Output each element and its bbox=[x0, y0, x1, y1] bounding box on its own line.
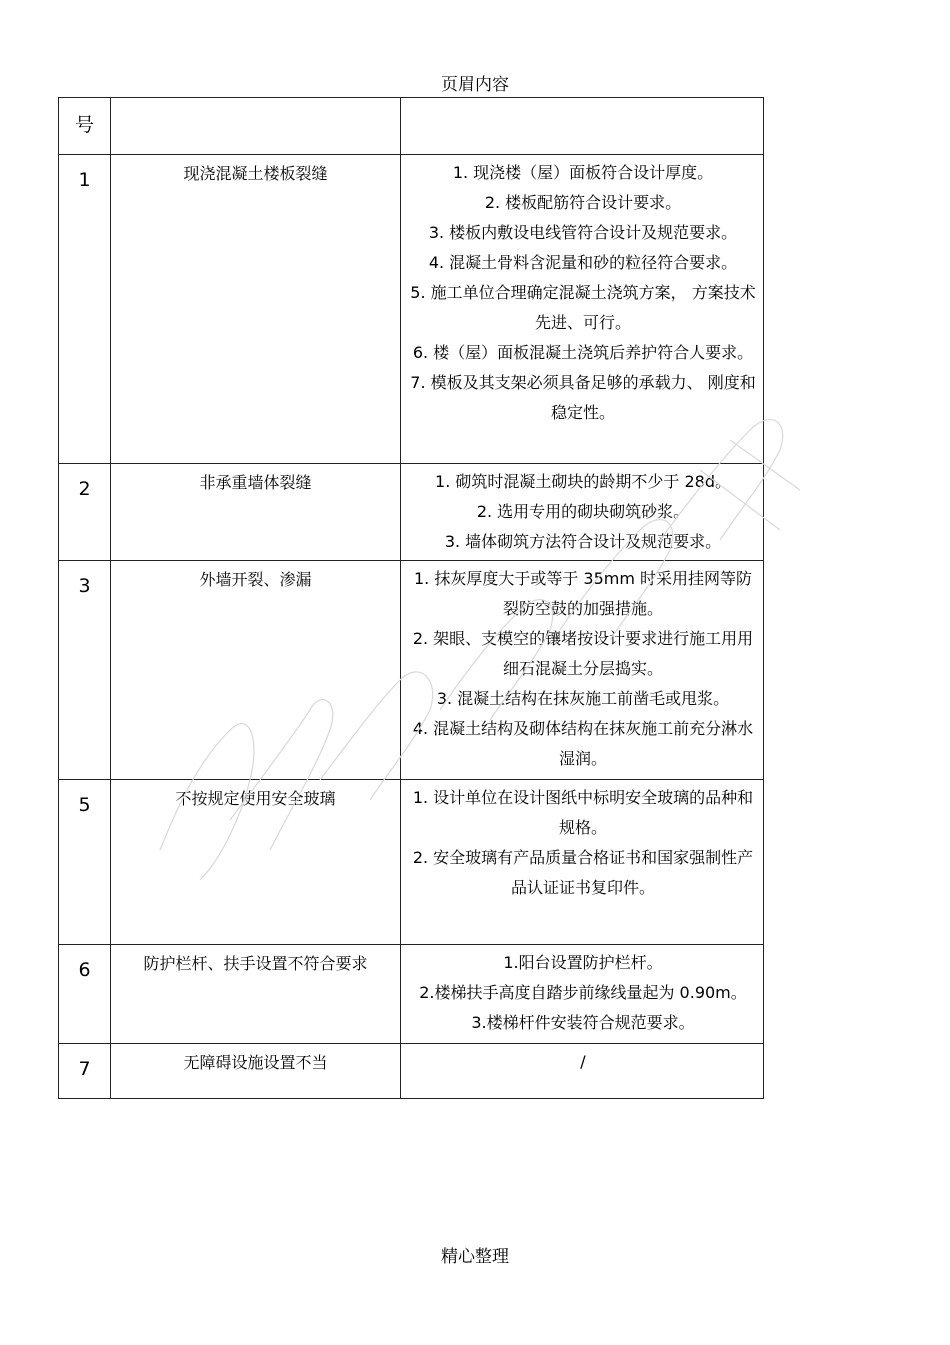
page-header: 页眉内容 bbox=[441, 75, 509, 95]
table-header-row bbox=[59, 98, 764, 155]
measure-item: 5. 施工单位合理确定混凝土浇筑方案， 方案技术先进、可行。 bbox=[410, 283, 756, 332]
table-row bbox=[59, 464, 764, 561]
row-number-cell bbox=[59, 1044, 111, 1099]
measure-item: 2. 选用专用的砌块砌筑砂浆。 bbox=[476, 502, 690, 521]
defect-name: 现浇混凝土楼板裂缝 bbox=[111, 155, 401, 464]
header-no-cell bbox=[59, 98, 111, 155]
table-row bbox=[59, 945, 764, 1044]
defect-name: 防护栏杆、扶手设置不符合要求 bbox=[111, 945, 401, 1044]
row-number: 5 bbox=[78, 794, 91, 816]
row-number-cell bbox=[59, 780, 111, 945]
measure-item: 3.楼梯杆件安装符合规范要求。 bbox=[471, 1013, 695, 1032]
table-row bbox=[59, 561, 764, 780]
measure-item: 1. 设计单位在设计图纸中标明安全玻璃的品种和规格。 bbox=[412, 788, 754, 837]
row-number: 7 bbox=[78, 1058, 91, 1080]
measures-cell bbox=[401, 780, 764, 945]
measure-item: 4. 混凝土结构及砌体结构在抹灰施工前充分淋水湿润。 bbox=[412, 719, 754, 768]
row-number: 2 bbox=[78, 478, 91, 500]
measure-item: 2. 楼板配筋符合设计要求。 bbox=[484, 193, 682, 212]
measure-item: 3. 混凝土结构在抹灰施工前凿毛或甩浆。 bbox=[436, 689, 730, 708]
header-measures-cell bbox=[401, 98, 764, 155]
table-row bbox=[59, 155, 764, 464]
row-number-cell bbox=[59, 155, 111, 464]
row-number: 6 bbox=[78, 959, 91, 981]
measure-item: 1. 抹灰厚度大于或等于 35mm 时采用挂网等防裂防空鼓的加强措施。 bbox=[413, 569, 753, 618]
defect-name: 外墙开裂、渗漏 bbox=[111, 561, 401, 780]
measure-item: 2. 安全玻璃有产品质量合格证书和国家强制性产品认证证书复印件。 bbox=[412, 848, 754, 897]
measures-cell bbox=[401, 464, 764, 561]
measure-item: 3. 墙体砌筑方法符合设计及规范要求。 bbox=[444, 532, 722, 551]
row-number-cell bbox=[59, 945, 111, 1044]
defect-name: 无障碍设施设置不当 bbox=[111, 1044, 401, 1099]
row-number: 1 bbox=[78, 169, 91, 191]
measure-item: 1.阳台设置防护栏杆。 bbox=[503, 953, 663, 972]
measures-cell bbox=[401, 945, 764, 1044]
defect-name: 非承重墙体裂缝 bbox=[111, 464, 401, 561]
measure-item: 6. 楼（屋）面板混凝土浇筑后养护符合人要求。 bbox=[412, 343, 754, 362]
measures-cell bbox=[401, 155, 764, 464]
measure-item: 3. 楼板内敷设电线管符合设计及规范要求。 bbox=[428, 223, 738, 242]
measure-item: 1. 现浇楼（屋）面板符合设计厚度。 bbox=[452, 163, 714, 182]
measure-item: 7. 模板及其支架必须具备足够的承载力、 刚度和稳定性。 bbox=[410, 373, 756, 422]
table-row bbox=[59, 780, 764, 945]
measure-item: 2. 架眼、支模空的镶堵按设计要求进行施工用用细石混凝土分层捣实。 bbox=[412, 629, 754, 678]
row-number-cell bbox=[59, 464, 111, 561]
header-name-cell bbox=[111, 98, 401, 155]
measure-item: / bbox=[580, 1052, 586, 1071]
measures-cell bbox=[401, 1044, 764, 1099]
row-number-cell bbox=[59, 561, 111, 780]
defect-name: 不按规定使用安全玻璃 bbox=[111, 780, 401, 945]
measures-cell bbox=[401, 561, 764, 780]
header-no: 号 bbox=[74, 114, 94, 136]
table-row bbox=[59, 1044, 764, 1099]
defects-table bbox=[58, 97, 764, 1099]
page-footer: 精心整理 bbox=[441, 1247, 509, 1267]
measure-item: 2.楼梯扶手高度自踏步前缘线量起为 0.90m。 bbox=[419, 983, 747, 1002]
measure-item: 4. 混凝土骨料含泥量和砂的粒径符合要求。 bbox=[428, 253, 738, 272]
row-number: 3 bbox=[78, 575, 91, 597]
measure-item: 1. 砌筑时混凝土砌块的龄期不少于 28d。 bbox=[435, 472, 731, 491]
